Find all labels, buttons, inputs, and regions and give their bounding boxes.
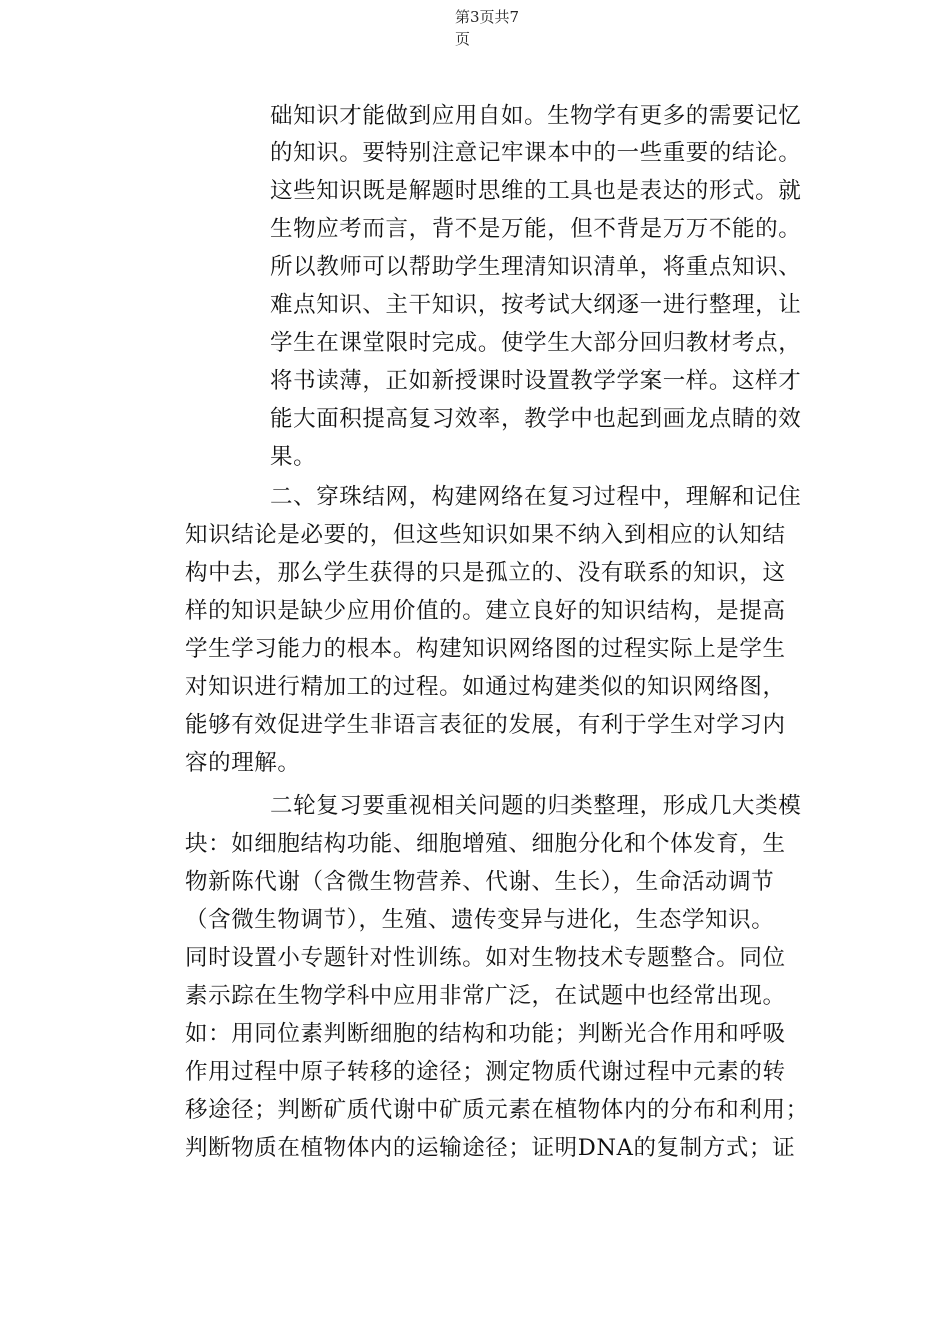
text-line: 能够有效促进学生非语言表征的发展，有利于学生对学习内 [185,712,786,738]
text-line: 容的理解。 [185,750,301,776]
text-line: 判断物质在植物体内的运输途径；证明DNA的复制方式；证 [185,1135,796,1161]
text-line: 础知识才能做到应用自如。生物学有更多的需要记忆 [270,103,802,129]
text-line: 学生在课堂限时完成。使学生大部分回归教材考点， [270,330,802,356]
text-line: 难点知识、主干知识，按考试大纲逐一进行整理，让 [270,292,802,318]
text-line: 块：如细胞结构功能、细胞增殖、细胞分化和个体发育，生 [185,831,786,857]
text-line: 作用过程中原子转移的途径；测定物质代谢过程中元素的转 [185,1059,786,1085]
text-line: 如：用同位素判断细胞的结构和功能；判断光合作用和呼吸 [185,1021,786,1047]
text-line: 学生学习能力的根本。构建知识网络图的过程实际上是学生 [185,636,786,662]
page-number-line-1: 第3页共7 [455,8,520,26]
text-line: 素示踪在生物学科中应用非常广泛，在试题中也经常出现。 [185,983,786,1009]
text-line: （含微生物调节），生殖、遗传变异与进化，生态学知识。 [185,907,775,933]
text-line: 构中去，那么学生获得的只是孤立的、没有联系的知识，这 [185,560,786,586]
text-line: 对知识进行精加工的过程。如通过构建类似的知识网络图， [185,674,786,700]
text-line: 能大面积提高复习效率，教学中也起到画龙点睛的效 [270,406,802,432]
text-line: 将书读薄，正如新授课时设置教学学案一样。这样才 [270,368,802,394]
page-number-line-2: 页 [455,30,471,48]
text-line: 物新陈代谢（含微生物营养、代谢、生长），生命活动调节 [185,869,775,895]
text-line: 果。 [270,444,317,470]
text-line: 样的知识是缺少应用价值的。建立良好的知识结构，是提高 [185,598,786,624]
text-line: 这些知识既是解题时思维的工具也是表达的形式。就 [270,178,802,204]
text-line: 生物应考而言，背不是万能，但不背是万万不能的。 [270,216,802,242]
text-line: 的知识。要特别注意记牢课本中的一些重要的结论。 [270,140,802,166]
page-header [455,6,575,50]
text-line: 二轮复习要重视相关问题的归类整理，形成几大类模 [270,793,802,819]
text-line: 移途径；判断矿质代谢中矿质元素在植物体内的分布和利用； [185,1097,809,1123]
text-line: 所以教师可以帮助学生理清知识清单，将重点知识、 [270,254,802,280]
text-line: 知识结论是必要的，但这些知识如果不纳入到相应的认知结 [185,522,786,548]
text-line: 二、穿珠结网，构建网络在复习过程中，理解和记住 [270,484,802,510]
text-line: 同时设置小专题针对性训练。如对生物技术专题整合。同位 [185,945,786,971]
